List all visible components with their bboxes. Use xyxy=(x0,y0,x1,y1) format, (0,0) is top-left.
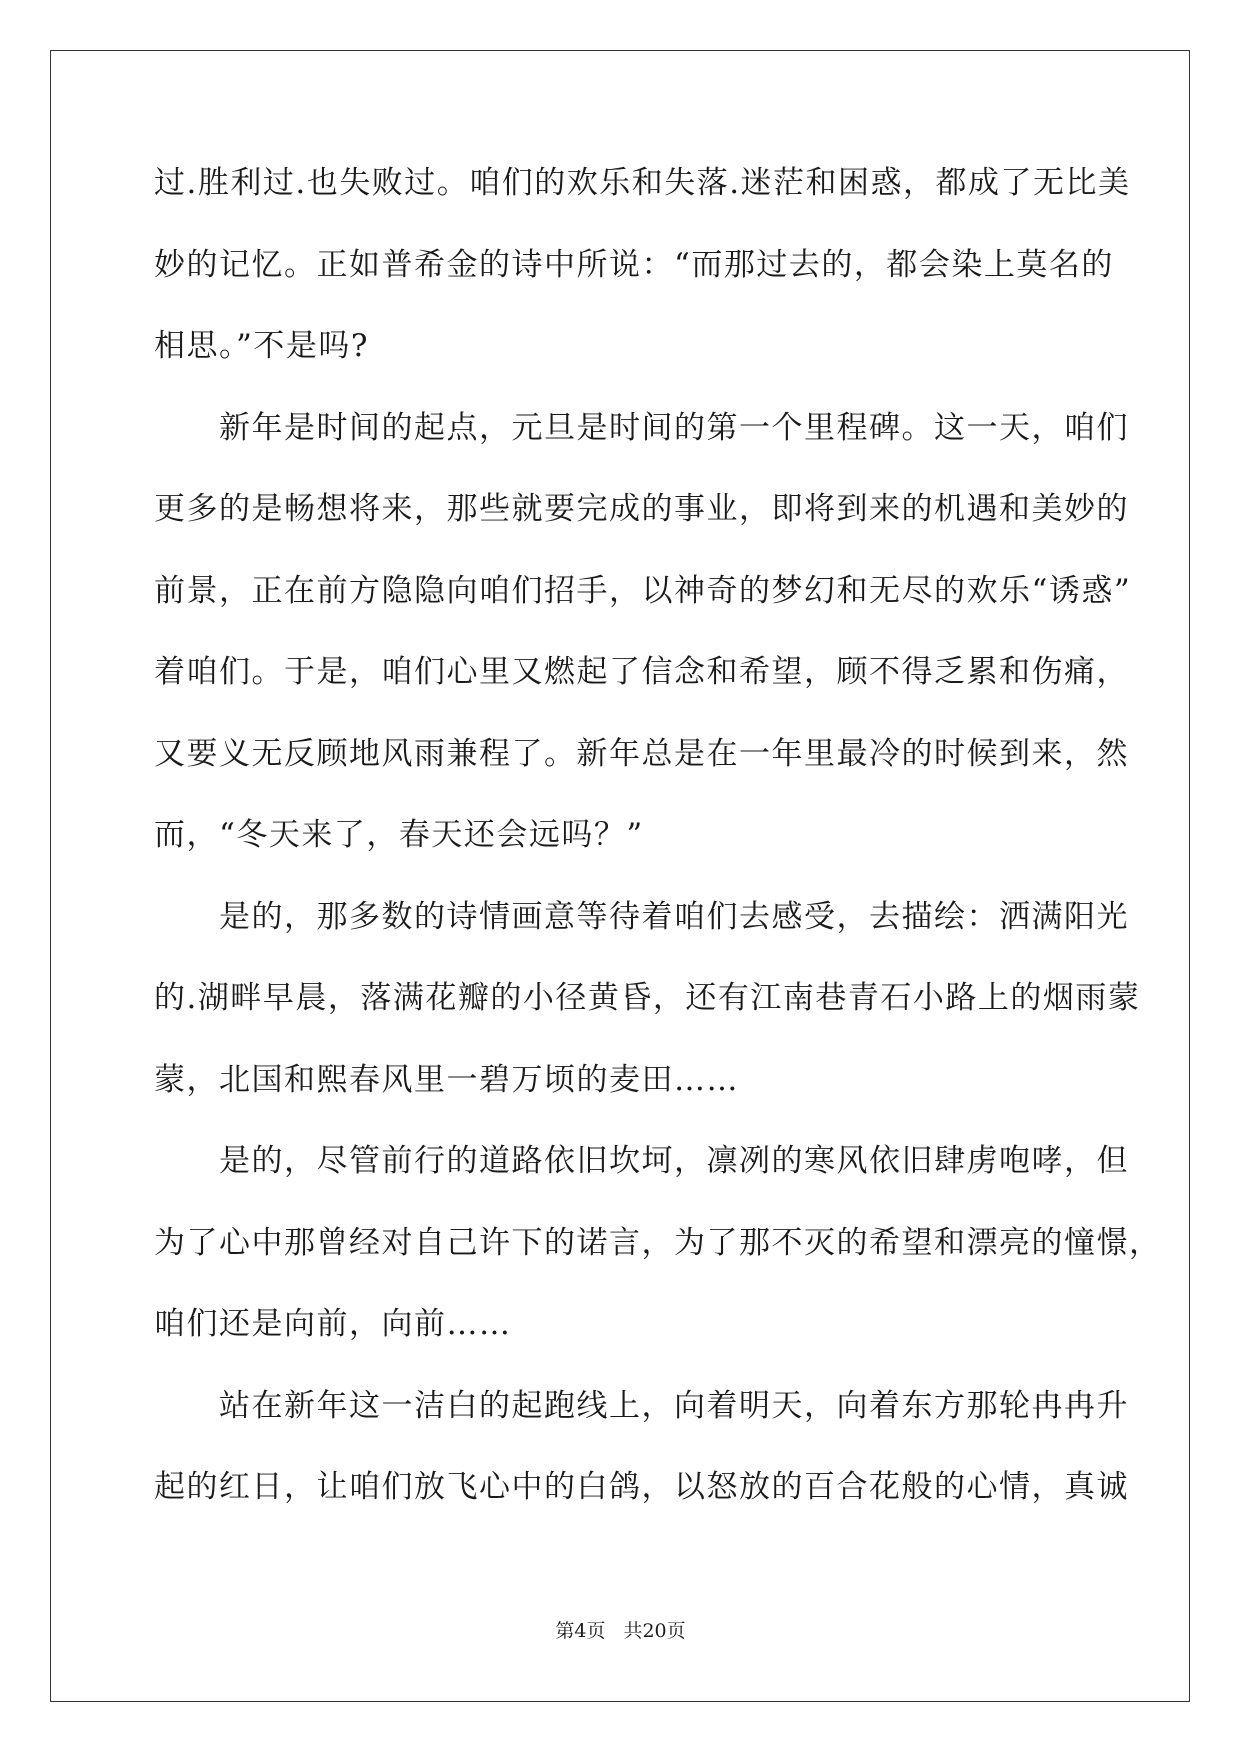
text-line: 新年是时间的起点，元旦是时间的第一个里程碑。这一天，咱们 xyxy=(154,409,1129,446)
text-line: 是的，那多数的诗情画意等待着咱们去感受，去描绘：洒满阳光 xyxy=(154,898,1129,935)
text-line: 着咱们。于是，咱们心里又燃起了信念和希望，顾不得乏累和伤痛， xyxy=(154,654,1129,690)
text-line: 的.湖畔早晨，落满花瓣的小径黄昏，还有江南巷青石小路上的烟雨蒙 xyxy=(154,980,1141,1016)
text-line: 前景，正在前方隐隐向咱们招手，以神奇的梦幻和无尽的欢乐“诱惑” xyxy=(154,572,1132,609)
text-line: 相思。”不是吗? xyxy=(154,328,369,364)
page-footer xyxy=(0,1616,1241,1643)
text-line: 是的，尽管前行的道路依旧坎坷，凛冽的寒风依旧肆虏咆哮，但 xyxy=(154,1143,1129,1179)
text-line: 而，“冬天来了，春天还会远吗？” xyxy=(154,817,644,853)
page-number: 第4页 xyxy=(555,1620,606,1642)
text-line: 为了心中那曾经对自己许下的诺言，为了那不灭的希望和漂亮的憧憬， xyxy=(154,1224,1162,1261)
text-line: 起的红日，让咱们放飞心中的白鸽，以怒放的百合花般的心情，真诚 xyxy=(154,1469,1129,1505)
text-line: 咱们还是向前，向前…… xyxy=(154,1306,512,1342)
text-line: 妙的记忆。正如普希金的诗中所说：“而那过去的，都会染上莫名的 xyxy=(154,246,1114,283)
text-line: 更多的是畅想将来，那些就要完成的事业，即将到来的机遇和美妙的 xyxy=(154,491,1129,527)
text-line: 过.胜利过.也失败过。咱们的欢乐和失落.迷茫和困惑，都成了无比美 xyxy=(154,165,1131,201)
document-body xyxy=(154,162,1162,1548)
text-line: 蒙，北国和熙春风里一碧万顷的麦田…… xyxy=(154,1061,739,1098)
text-line: 又要义无反顾地风雨兼程了。新年总是在一年里最冷的时候到来，然 xyxy=(154,735,1129,772)
page-total: 共20页 xyxy=(623,1620,686,1642)
text-line: 站在新年这一洁白的起跑线上，向着明天，向着东方那轮冉冉升 xyxy=(154,1387,1129,1424)
